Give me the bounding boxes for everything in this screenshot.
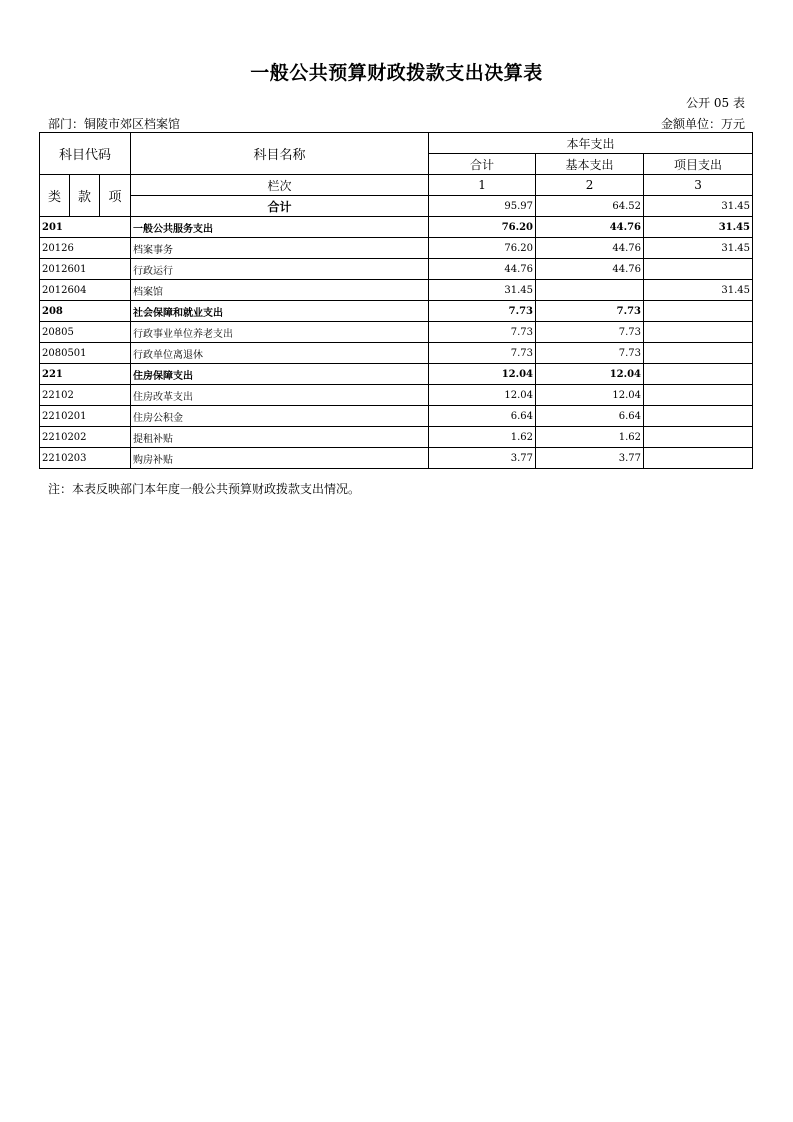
header-col2: 2 — [536, 175, 644, 196]
row-project — [644, 406, 753, 427]
row-total: 12.04 — [429, 364, 536, 385]
row-name: 一般公共服务支出 — [131, 217, 429, 238]
header-basic-expense: 基本支出 — [536, 154, 644, 175]
row-name: 提租补贴 — [131, 427, 429, 448]
row-project — [644, 427, 753, 448]
total-amount: 95.97 — [429, 196, 536, 217]
row-project — [644, 301, 753, 322]
header-row-1 — [40, 133, 753, 154]
unit-label: 金额单位：万元 — [660, 117, 745, 131]
row-name: 行政运行 — [131, 259, 429, 280]
department-label: 部门：铜陵市郊区档案馆 — [48, 117, 181, 131]
total-label: 合计 — [131, 196, 429, 217]
row-total: 44.76 — [429, 259, 536, 280]
row-basic: 7.73 — [536, 343, 644, 364]
row-total: 1.62 — [429, 427, 536, 448]
row-code: 2080501 — [40, 343, 131, 364]
table-note: 注：本表反映部门本年度一般公共预算财政拨款支出情况。 — [48, 482, 361, 496]
row-project — [644, 259, 753, 280]
row-code: 2210201 — [40, 406, 131, 427]
row-total: 7.73 — [429, 301, 536, 322]
header-column-order: 栏次 — [131, 175, 429, 196]
table-row — [40, 364, 753, 385]
header-lei: 类 — [40, 175, 70, 217]
row-total: 76.20 — [429, 217, 536, 238]
table-row — [40, 238, 753, 259]
row-total: 31.45 — [429, 280, 536, 301]
row-total: 7.73 — [429, 343, 536, 364]
row-name: 档案事务 — [131, 238, 429, 259]
row-code: 2210203 — [40, 448, 131, 469]
header-row-3 — [40, 175, 753, 196]
row-name: 住房改革支出 — [131, 385, 429, 406]
table-row — [40, 448, 753, 469]
row-total: 7.73 — [429, 322, 536, 343]
table-row — [40, 280, 753, 301]
header-col3: 3 — [644, 175, 753, 196]
header-project-expense: 项目支出 — [644, 154, 753, 175]
row-name: 购房补贴 — [131, 448, 429, 469]
row-code: 2012604 — [40, 280, 131, 301]
row-project — [644, 343, 753, 364]
page-title: 一般公共预算财政拨款支出决算表 — [250, 62, 543, 84]
table-row — [40, 322, 753, 343]
row-basic: 44.76 — [536, 259, 644, 280]
row-project: 31.45 — [644, 217, 753, 238]
header-total: 合计 — [429, 154, 536, 175]
table-row — [40, 343, 753, 364]
header-subject-code: 科目代码 — [40, 133, 131, 175]
row-basic: 12.04 — [536, 364, 644, 385]
expense-table — [39, 132, 753, 469]
total-basic: 64.52 — [536, 196, 644, 217]
table-row — [40, 385, 753, 406]
row-total: 76.20 — [429, 238, 536, 259]
row-project: 31.45 — [644, 280, 753, 301]
row-basic: 7.73 — [536, 322, 644, 343]
row-name: 行政事业单位养老支出 — [131, 322, 429, 343]
row-code: 20805 — [40, 322, 131, 343]
row-code: 201 — [40, 217, 131, 238]
table-id: 公开 05 表 — [686, 96, 745, 110]
header-xiang: 项 — [100, 175, 131, 217]
row-project — [644, 385, 753, 406]
row-name: 住房公积金 — [131, 406, 429, 427]
row-project — [644, 322, 753, 343]
total-row — [40, 196, 753, 217]
row-project — [644, 448, 753, 469]
table-row — [40, 301, 753, 322]
row-basic: 12.04 — [536, 385, 644, 406]
row-code: 221 — [40, 364, 131, 385]
table-row — [40, 217, 753, 238]
row-name: 档案馆 — [131, 280, 429, 301]
row-code: 2210202 — [40, 427, 131, 448]
row-basic — [536, 280, 644, 301]
row-basic: 7.73 — [536, 301, 644, 322]
header-kuan: 款 — [70, 175, 100, 217]
row-code: 22102 — [40, 385, 131, 406]
row-name: 住房保障支出 — [131, 364, 429, 385]
row-total: 6.64 — [429, 406, 536, 427]
table-row — [40, 259, 753, 280]
header-subject-name: 科目名称 — [131, 133, 429, 175]
table-row — [40, 406, 753, 427]
row-code: 208 — [40, 301, 131, 322]
row-basic: 44.76 — [536, 238, 644, 259]
row-total: 3.77 — [429, 448, 536, 469]
row-name: 行政单位离退休 — [131, 343, 429, 364]
row-basic: 44.76 — [536, 217, 644, 238]
table-row — [40, 427, 753, 448]
row-project — [644, 364, 753, 385]
row-basic: 1.62 — [536, 427, 644, 448]
row-code: 20126 — [40, 238, 131, 259]
row-total: 12.04 — [429, 385, 536, 406]
header-current-year-expense: 本年支出 — [429, 133, 753, 154]
row-basic: 6.64 — [536, 406, 644, 427]
total-project: 31.45 — [644, 196, 753, 217]
row-basic: 3.77 — [536, 448, 644, 469]
row-code: 2012601 — [40, 259, 131, 280]
header-col1: 1 — [429, 175, 536, 196]
row-name: 社会保障和就业支出 — [131, 301, 429, 322]
row-project: 31.45 — [644, 238, 753, 259]
